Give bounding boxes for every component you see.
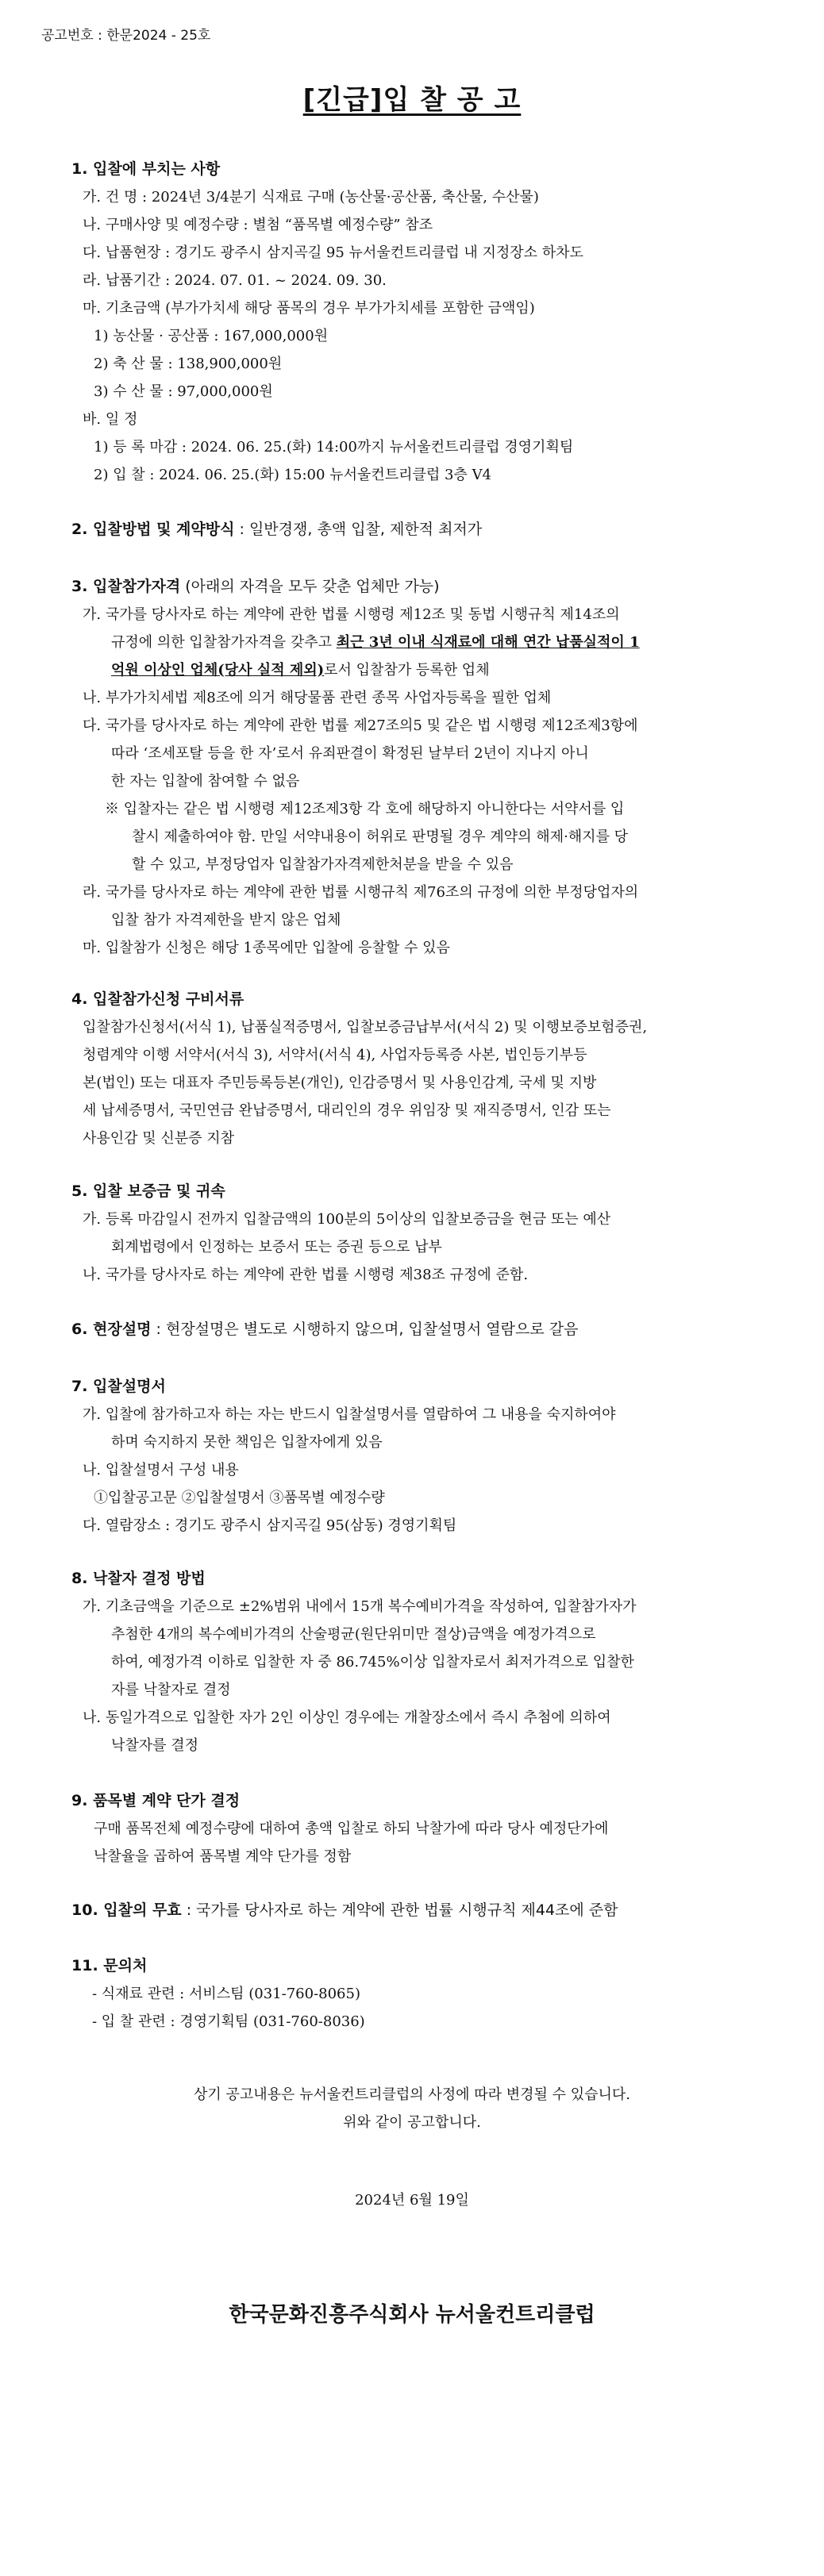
- section-7-line: 가. 입찰에 참가하고자 하는 자는 반드시 입찰설명서를 열람하여 그 내용을 숙지하여야: [83, 1406, 616, 1423]
- section-3-line: 할 수 있고, 부정당업자 입찰참가자격제한처분을 받을 수 있음: [132, 856, 514, 873]
- section-4-line: 청렴계약 이행 서약서(서식 3), 서약서(서식 4), 사업자등록증 사본, 법인등기부등: [83, 1047, 587, 1063]
- section-1-line: 2) 축 산 물 : 138,900,000원: [94, 356, 283, 372]
- closing-line: 위와 같이 공고합니다.: [343, 2114, 481, 2131]
- section-3-line: 다. 국가를 당사자로 하는 계약에 관한 법률 제27조의5 및 같은 법 시행령 제12조제3항에: [83, 717, 638, 734]
- document-title: [긴급]입 찰 공 고: [302, 84, 522, 116]
- section-3-emphasis: 최근 3년 이내 식재료에 대해 연간 납품실적이 1: [336, 634, 640, 651]
- section-4-line: 본(법인) 또는 대표자 주민등록등본(개인), 인감증명서 및 사용인감계, 국세 및 지방: [83, 1075, 597, 1091]
- section-7-line: 다. 열람장소 : 경기도 광주시 삼지곡길 95(삼동) 경영기획팀: [83, 1517, 457, 1534]
- document-date: 2024년 6월 19일: [355, 2192, 469, 2209]
- section-3-heading: [71, 575, 440, 596]
- section-1-line: 나. 구매사양 및 예정수량 : 별첨 “품목별 예정수량” 참조: [83, 217, 433, 233]
- section-6-heading: [71, 1317, 578, 1339]
- section-3-line: [111, 631, 640, 652]
- section-1-line: 1) 등 록 마감 : 2024. 06. 25.(화) 14:00까지 뉴서울컨트리클럽 경영기획팀: [94, 439, 574, 456]
- section-4-line: 세 납세증명서, 국민연금 완납증명서, 대리인의 경우 위임장 및 재직증명서, 인감 또는: [83, 1102, 611, 1119]
- section-5-heading: 5. 입찰 보증금 및 귀속: [71, 1182, 225, 1200]
- section-3-text: 규정에 의한 입찰참가자격을 갖추고: [111, 634, 337, 651]
- section-8-line: 낙찰자를 결정: [111, 1737, 199, 1754]
- section-8-heading: 8. 낙찰자 결정 방법: [71, 1570, 206, 1587]
- section-7-line: 하며 숙지하지 못한 책임은 입찰자에게 있음: [111, 1434, 383, 1451]
- section-3-text: 로서 입찰참가 등록한 업체: [324, 662, 490, 679]
- section-4-heading: 4. 입찰참가신청 구비서류: [71, 990, 245, 1008]
- section-1-line: 3) 수 산 물 : 97,000,000원: [94, 383, 273, 400]
- section-1-line: 가. 건 명 : 2024년 3/4분기 식재료 구매 (농산물·공산품, 축산물, 수산물): [83, 189, 539, 206]
- section-8-line: 하여, 예정가격 이하로 입찰한 자 중 86.745%이상 입찰자로서 최저가격으로 입찰한: [111, 1654, 634, 1671]
- section-1-line: 라. 납품기간 : 2024. 07. 01. ~ 2024. 09. 30.: [83, 272, 387, 289]
- section-9-line: 구매 품목전체 예정수량에 대하여 총액 입찰로 하되 낙찰가에 따라 당사 예정단가에: [94, 1821, 609, 1837]
- issuer-signature: 한국문화진흥주식회사 뉴서울컨트리클럽: [229, 2303, 595, 2327]
- section-3-line: 입찰 참가 자격제한을 받지 않은 업체: [111, 912, 341, 929]
- section-5-line: 나. 국가를 당사자로 하는 계약에 관한 법률 시행령 제38조 규정에 준함.: [83, 1267, 529, 1283]
- notice-number: 공고번호 : 한문2024 - 25호: [41, 28, 211, 44]
- section-3-emphasis: 억원 이상인 업체(당사 실적 제외): [111, 662, 325, 679]
- section-8-line: 가. 기초금액을 기준으로 ±2%범위 내에서 15개 복수예비가격을 작성하여, 입찰참가자가: [83, 1598, 637, 1615]
- section-4-line: 입찰참가신청서(서식 1), 납품실적증명서, 입찰보증금납부서(서식 2) 및 이행보증보험증권,: [83, 1019, 648, 1036]
- contact-line: - 식재료 관련 : 서비스팀 (031-760-8065): [92, 1986, 360, 2002]
- section-3-line: 따라 ‘조세포탈 등을 한 자’로서 유죄판결이 확정된 날부터 2년이 지나지 아니: [111, 745, 589, 762]
- section-1-line: 마. 기초금액 (부가가치세 해당 품목의 경우 부가가치세를 포함한 금액임): [83, 300, 535, 317]
- section-3-line: ※ 입찰자는 같은 법 시행령 제12조제3항 각 호에 해당하지 아니한다는 서약서를 입: [105, 801, 625, 817]
- section-3-line: 한 자는 입찰에 참여할 수 없음: [111, 773, 300, 790]
- section-3-line: 찰시 제출하여야 함. 만일 서약내용이 허위로 판명될 경우 계약의 해제·해지를 당: [132, 829, 629, 845]
- section-8-line: 나. 동일가격으로 입찰한 자가 2인 이상인 경우에는 개찰장소에서 즉시 추첨에 의하여: [83, 1709, 611, 1726]
- section-3-subtitle: (아래의 자격을 모두 갖춘 업체만 가능): [180, 578, 440, 595]
- section-2-title: 2. 입찰방법 및 계약방식: [71, 521, 235, 538]
- section-7-line: 나. 입찰설명서 구성 내용: [83, 1462, 239, 1478]
- section-1-heading: 1. 입찰에 부치는 사항: [71, 160, 221, 178]
- section-3-line: [111, 659, 490, 679]
- section-3-line: 마. 입찰참가 신청은 해당 1종목에만 입찰에 응찰할 수 있음: [83, 940, 450, 956]
- section-3-line: 라. 국가를 당사자로 하는 계약에 관한 법률 시행규칙 제76조의 규정에 의한 부정당업자의: [83, 884, 639, 901]
- section-5-line: 회계법령에서 인정하는 보증서 또는 증권 등으로 납부: [111, 1239, 442, 1255]
- contact-line: - 입 찰 관련 : 경영기획팀 (031-760-8036): [92, 2013, 365, 2030]
- section-7-line: ①입찰공고문 ②입찰설명서 ③품목별 예정수량: [94, 1490, 385, 1506]
- section-4-line: 사용인감 및 신분증 지참: [83, 1130, 235, 1147]
- section-7-heading: 7. 입찰설명서: [71, 1378, 166, 1395]
- section-3-title: 3. 입찰참가자격: [71, 578, 181, 595]
- section-2-heading: [71, 517, 482, 539]
- section-8-line: 자를 낙찰자로 결정: [111, 1682, 231, 1698]
- section-1-line: 바. 일 정: [83, 411, 138, 428]
- closing-line: 상기 공고내용은 뉴서울컨트리클럽의 사정에 따라 변경될 수 있습니다.: [193, 2086, 631, 2103]
- section-10-text: : 국가를 당사자로 하는 계약에 관한 법률 시행규칙 제44조에 준함: [181, 1901, 618, 1919]
- section-1-line: 다. 납품현장 : 경기도 광주시 삼지곡길 95 뉴서울컨트리클럽 내 지정장소 하차도: [83, 244, 583, 261]
- section-9-line: 낙찰율을 곱하여 품목별 계약 단가를 정함: [94, 1848, 352, 1865]
- section-5-line: 가. 등록 마감일시 전까지 입찰금액의 100분의 5이상의 입찰보증금을 현금 또는 예산: [83, 1211, 611, 1228]
- section-11-heading: 11. 문의처: [71, 1957, 148, 1974]
- section-2-text: : 일반경쟁, 총액 입찰, 제한적 최저가: [234, 521, 483, 538]
- section-6-title: 6. 현장설명: [71, 1321, 152, 1338]
- section-10-heading: [71, 1898, 618, 1920]
- section-3-line: 가. 국가를 당사자로 하는 계약에 관한 법률 시행령 제12조 및 동법 시행규칙 제14조의: [83, 606, 620, 623]
- section-10-title: 10. 입찰의 무효: [71, 1901, 182, 1919]
- section-6-text: : 현장설명은 별도로 시행하지 않으며, 입찰설명서 열람으로 갈음: [151, 1321, 579, 1338]
- section-8-line: 추첨한 4개의 복수예비가격의 산술평균(원단위미만 절상)금액을 예정가격으로: [111, 1626, 596, 1643]
- section-1-line: 2) 입 찰 : 2024. 06. 25.(화) 15:00 뉴서울컨트리클럽 3층 V4: [94, 467, 492, 483]
- section-1-line: 1) 농산물 · 공산품 : 167,000,000원: [94, 328, 329, 344]
- section-3-line: 나. 부가가치세법 제8조에 의거 해당물품 관련 종목 사업자등록을 필한 업체: [83, 690, 552, 706]
- section-9-heading: 9. 품목별 계약 단가 결정: [71, 1792, 241, 1809]
